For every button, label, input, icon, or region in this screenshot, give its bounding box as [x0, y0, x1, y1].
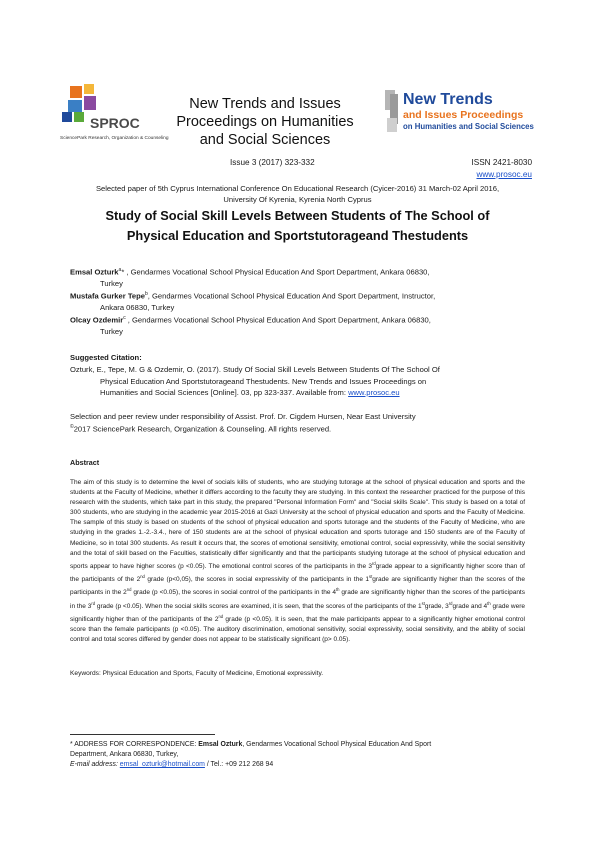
new-trends-logo-line3: on Humanities and Social Sciences: [403, 122, 534, 131]
abstract-text-10: grade were significantly higher than of the participants of the 2: [70, 602, 526, 623]
abstract-text-9: grade and 4: [452, 602, 488, 610]
author-1-asterisk: *: [121, 267, 125, 277]
author-3-name: Olcay Ozdemir: [70, 315, 124, 325]
footnote-rest: , Gendarmes Vocational School Physical Education And Sport: [242, 741, 432, 748]
abstract-text-4: grade are significantly higher than the scores of the participants in the 2: [70, 576, 525, 597]
citation-line3: Humanities and Social Sciences [Online]. 03, pp 323-337. Available from:: [100, 388, 349, 397]
footnote-author: Emsal Ozturk: [198, 741, 243, 748]
abstract-sup-3: st: [369, 574, 373, 579]
conference-note-line2: University Of Kyrenia, Kyrenia North Cyprus: [223, 194, 372, 204]
author-3-affiliation: , Gendarmes Vocational School Physical Education And Sport Department, Ankara 06830,: [125, 315, 431, 325]
paper-title: [70, 206, 525, 246]
author-1-affiliation: , Gendarmes Vocational School Physical Education And Sport Department, Ankara 06830,: [124, 267, 430, 277]
citation-body: [70, 364, 525, 399]
website-link[interactable]: www.prosoc.eu: [476, 170, 532, 179]
author-2-affiliation-cont: Ankara 06830, Turkey: [100, 303, 175, 313]
abstract-text-7: grade (p <0.05). When the social skills scores are examined, it is seen, that the scores of the participants of the 1: [95, 602, 422, 610]
abstract-sup-8: rd: [448, 600, 453, 606]
issue-line: Issue 3 (2017) 323-332: [230, 158, 315, 167]
new-trends-logo-line1: New Trends: [403, 91, 493, 108]
abstract-sup-1: rd: [371, 560, 376, 566]
conference-note-line1: Selected paper of 5th Cyprus International Conference On Educational Research (Cyicer-2016) 31 March-02 April 2016,: [95, 184, 500, 193]
citation-line2: Physical Education And Sportstutorageand Thestudents. New Trends and Issues Proceedings on: [100, 376, 427, 386]
abstract-text-6: grade are significantly higher than the scores of the participants in the 3: [70, 589, 525, 610]
abstract-sup-7: st: [421, 600, 425, 606]
conference-note: [70, 184, 525, 205]
abstract-text-8: grade, 3: [424, 602, 449, 610]
author-1-marks: a: [118, 267, 122, 273]
journal-title-line1: New Trends and Issues: [189, 96, 341, 112]
abstract-sup-5: th: [336, 587, 340, 593]
author-3: [70, 313, 525, 338]
author-2: [70, 289, 525, 314]
abstract-text-2: grade appear to a significantly higher score than of the participants of the 2: [70, 562, 525, 584]
author-3-marks: c: [123, 315, 126, 321]
sproc-logo-tagline: SciencePark Research, Organization & Counseling: [60, 136, 169, 141]
abstract-heading: Abstract: [70, 458, 100, 467]
citation-heading: Suggested Citation:: [70, 353, 142, 362]
paper-title-line1: Study of Social Skill Levels Between Students of The School of: [105, 208, 490, 223]
new-trends-logo-line2: and Issues Proceedings: [403, 109, 524, 121]
copyright-note: [70, 422, 331, 435]
footnote-tel: / Tel.: +09 212 268 94: [204, 761, 274, 768]
abstract-text-11: grade (p <0.05). It is seen, that the male participants appear to a significantly higher emotional control score than the female participants (p <0.05). The auditory discrimination, emotional sensitivity, social expressivity, social sensitivity, and the ability of social control and total scores differed by gender does not appear to be statistically significant (p> 0.05).: [70, 615, 525, 644]
abstract-text-3: grade (p<0,05), the scores in social expressivity of the participants in the 1: [144, 576, 370, 584]
journal-title-line2: Proceedings on Humanities: [176, 114, 354, 130]
abstract-sup-9: th: [487, 600, 491, 606]
paper-title-line2: Physical Education and Sportstutorageand Thestudents: [126, 228, 469, 243]
author-1-affiliation-cont: Turkey: [100, 279, 123, 289]
abstract-body: [70, 478, 525, 645]
abstract-text-5: grade (p <0.05), the scores in social control of the participants in the 4: [131, 589, 336, 597]
citation-link[interactable]: www.prosoc.eu: [348, 388, 400, 397]
author-3-affiliation-cont: Turkey: [100, 327, 123, 337]
author-1: [70, 265, 525, 290]
abstract-text-1: The aim of this study is to determine the level of socials kills of students, who are studying tutorage at the school of physical education and sports and the students at the Faculty of Medicine, whether it differs according to the faculty they are studying. In this context the researcher practiced for the purpose of this research with the students, which take part in this study, the prepared "Personal Information Form" and "Social skills Scale". This study is based on a total of 300 students, who are studying in the academic year 2015-2016 at Gazi University at the school of physical education and sports and the Faculty of Medicine. The sample of this study is based on students of the school of physical education and sports tutorage and the students of the Faculty of Medicine, who are studying in the grades 1.-2.-3.4., here of 150 students are at the school of physical education and sports tutorage and 150 students are of the Faculty of Medicine, so in total 300 students. As result it occurs that, the scores of emotional sensitivity, emotional control, social expressivity, while the social sensitivity and the total of skill based on the Faculties, statistically differ significantly and that the participants studying tutorage at the school of physical education and sports appear to have higher scores (p <0.05). The emotional control scores of the participants in the 3: [70, 479, 525, 570]
abstract-sup-6: rd: [91, 600, 96, 606]
journal-title-line3: and Social Sciences: [199, 132, 331, 148]
journal-title: [160, 95, 370, 149]
keywords: Keywords: Physical Education and Sports, Faculty of Medicine, Emotional expressivity.: [70, 670, 324, 677]
abstract-sup-2: nd: [140, 574, 145, 579]
author-2-marks: b: [144, 291, 148, 297]
new-trends-logo: [385, 88, 560, 138]
issn-line: ISSN 2421-8030: [471, 158, 532, 167]
sproc-logo: [60, 78, 169, 142]
copyright-text: 2017 SciencePark Research, Organization & Counseling. All rights reserved.: [73, 424, 332, 434]
footnote-line2: Department, Ankara 06830, Turkey,: [70, 751, 179, 758]
abstract-sup-4: nd: [126, 587, 132, 593]
sproc-logo-graphic: [60, 78, 169, 142]
abstract-paragraph: [70, 478, 525, 645]
abstract-sup-10: nd: [218, 613, 224, 619]
footnote-divider: [70, 734, 215, 735]
copyright-mark: ©: [70, 424, 74, 430]
footnote-email-label: E-mail address:: [70, 761, 120, 768]
footnote-prefix: * ADDRESS FOR CORRESPONDENCE:: [70, 741, 199, 748]
citation-line1: Ozturk, E., Tepe, M. G & Ozdemir, O. (2017). Study Of Social Skill Levels Between Students Of The School Of: [70, 365, 440, 374]
new-trends-logo-graphic: [385, 88, 560, 138]
footnote: [70, 740, 525, 770]
peer-review-note: Selection and peer review under responsibility of Assist. Prof. Dr. Cigdem Hursen, Near East University: [70, 412, 416, 421]
author-1-name: Emsal Ozturk: [70, 267, 119, 277]
sproc-logo-text: SPROC: [90, 115, 140, 131]
author-2-affiliation: , Gendarmes Vocational School Physical Education And Sport Department, Instructor,: [147, 291, 436, 301]
author-2-name: Mustafa Gurker Tepe: [70, 291, 145, 301]
footnote-email-link[interactable]: emsal_ozturk@hotmail.com: [119, 761, 205, 768]
